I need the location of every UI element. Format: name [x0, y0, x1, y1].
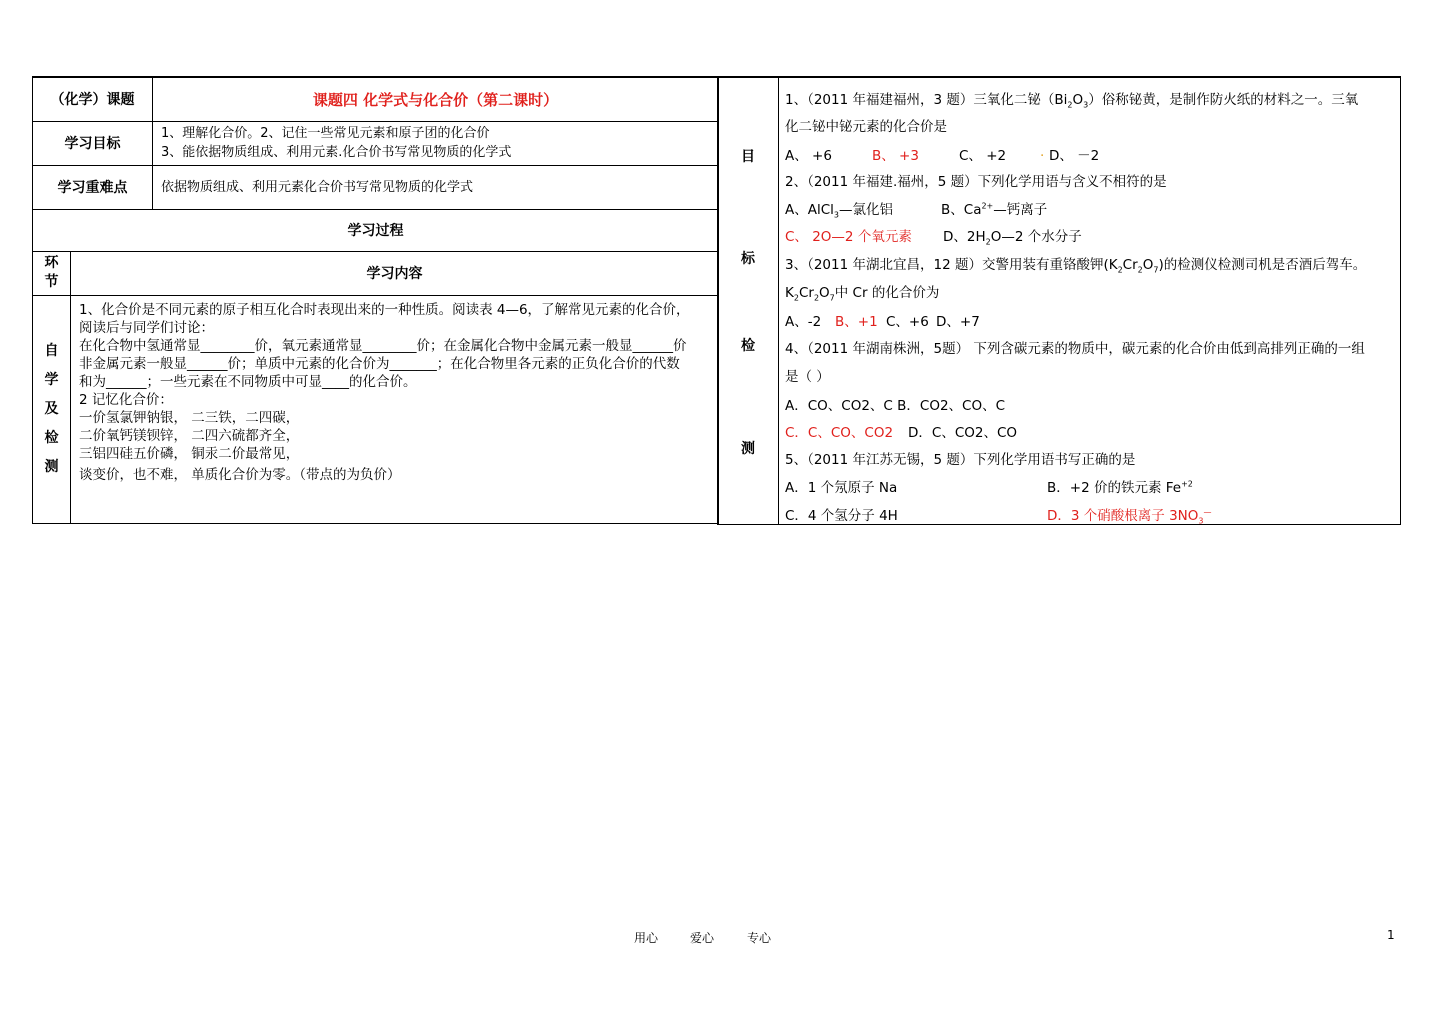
- goals-label: 学习目标: [33, 121, 153, 165]
- q2-text: A、AlCl: [785, 202, 834, 218]
- q3-text: 中 Cr 的化合价为: [834, 285, 940, 301]
- right-exercise-panel: [778, 76, 1401, 525]
- goal-line: 3、能依据物质组成、利用元素.化合价书写常见物质的化学式: [161, 145, 512, 160]
- middle-column: [717, 76, 779, 525]
- q3-text: Cr: [1122, 257, 1138, 273]
- middle-char: 目: [741, 149, 755, 165]
- q5-option-a: A．1 个氖原子 Na: [785, 480, 898, 496]
- question-1: [785, 88, 1358, 110]
- q1-sub: 3: [1083, 100, 1089, 110]
- middle-char: 标: [741, 251, 755, 267]
- q2-sub: 3: [833, 210, 839, 220]
- q3-option-d: D、+7: [936, 314, 980, 330]
- question-2: 2、（2011 年福建.福州，5 题）下列化学用语与含义不相符的是: [785, 174, 1167, 190]
- q1-option-a: A、 +6: [785, 148, 832, 164]
- goal-line: 1、理解化合价。2、记住一些常见元素和原子团的化合价: [161, 126, 490, 141]
- content-line: 非金属元素一般显______价；单质中元素的化合价为_______；在化合物里各元素的正负化合价的代数: [79, 355, 680, 372]
- content-label: 学习内容: [71, 251, 719, 295]
- section-label: [33, 295, 71, 523]
- section-char: 检: [44, 429, 59, 446]
- stage-label: [33, 251, 71, 295]
- section-char: 自: [44, 342, 59, 359]
- content-line: 三铝四硅五价磷， 铜汞二价最常见，: [79, 445, 300, 462]
- question-3-line2: [785, 281, 939, 303]
- q2-text: O—2 个水分子: [990, 229, 1082, 245]
- q3-text: K: [785, 285, 794, 301]
- q3-text: 3、（2011 年湖北宜昌，12 题）交警用装有重铬酸钾(K: [785, 257, 1118, 273]
- q3-text: O: [1142, 257, 1154, 273]
- q3-sub: 2: [813, 293, 820, 303]
- section-char: 测: [44, 458, 59, 475]
- q5-text: B．+2 价的铁元素 Fe: [1047, 480, 1182, 496]
- q1-option-b-answer: B、 +3: [872, 148, 919, 164]
- q1-sub: 2: [1067, 100, 1073, 110]
- content-line: 阅读后与同学们讨论：: [79, 319, 214, 336]
- footer-item: 用心: [634, 931, 659, 945]
- section-char: 及: [44, 400, 59, 417]
- q2-option-c-answer: C、 2O—2 个氧元素: [785, 229, 912, 245]
- q3-sub: 2: [793, 293, 799, 303]
- q2-option-b: [941, 198, 1047, 218]
- footer-item: 爱心: [690, 931, 715, 945]
- q2-option-a: [785, 198, 893, 220]
- content-line: 2 记忆化合价：: [79, 391, 173, 408]
- process-label: 学习过程: [33, 209, 719, 251]
- q2-text: —氯化铝: [839, 202, 893, 218]
- q3-text: )的检测仪检测司机是否酒后驾车。: [1158, 257, 1367, 273]
- q5-text: D．3 个硝酸根离子 3NO: [1047, 508, 1199, 524]
- question-4: 4、（2011 年湖南株洲，5题） 下列含碳元素的物质中，碳元素的化合价由低到高排列正确的一组: [785, 341, 1365, 357]
- content-line: 1、化合价是不同元素的原子相互化合时表现出来的一种性质。阅读表 4—6，了解常见元素的化合价，: [79, 301, 690, 318]
- q1-text: ）俗称铋黄，是制作防火纸的材料之一。三氧: [1088, 92, 1359, 108]
- q2-text: D、2H: [943, 229, 986, 245]
- goals-cell: [153, 121, 719, 165]
- q5-sup: +2: [1181, 479, 1193, 489]
- key-points-label: 学习重难点: [33, 165, 153, 209]
- q4-options-ab: A．CO、CO2、C B．CO2、CO、C: [785, 398, 1006, 414]
- q1-dot: .: [1040, 144, 1045, 160]
- question-3: [785, 253, 1366, 275]
- q2-text: B、Ca: [941, 202, 982, 218]
- question-4-line2: 是（ ）: [785, 369, 830, 385]
- middle-char: 测: [741, 441, 755, 457]
- middle-char: 检: [741, 338, 755, 354]
- q1-text: 1、（2011 年福建福州，3 题）三氧化二铋（Bi: [785, 92, 1068, 108]
- q3-sub: 7: [829, 293, 835, 303]
- content-cell: [71, 295, 719, 523]
- content-line: 谈变价，也不难， 单质化合价为零。（带点的为负价）: [79, 466, 401, 483]
- q5-sub: 3: [1198, 516, 1204, 526]
- q5-sup: —: [1203, 507, 1212, 517]
- q3-sub: 2: [1137, 265, 1143, 275]
- q2-text: —钙离子: [993, 202, 1048, 218]
- stage-label-char: 环: [44, 255, 59, 271]
- q3-sub: 2: [1117, 265, 1123, 275]
- q3-text: Cr: [798, 285, 814, 301]
- content-line: 在化合物中氢通常显________价，氧元素通常显________价；在金属化合物中金属元素一般显______价: [79, 337, 687, 354]
- q5-option-d-answer: [1047, 504, 1211, 526]
- subject-label: （化学）课题: [33, 77, 153, 121]
- q5-option-c: C．4 个氢分子 4H: [785, 508, 898, 524]
- section-char: 学: [44, 371, 59, 388]
- q3-sub: 7: [1153, 265, 1159, 275]
- q3-option-c: C、+6: [886, 314, 929, 330]
- q4-option-d: D．C、CO2、CO: [908, 425, 1018, 441]
- question-1-line2: 化二铋中铋元素的化合价是: [785, 119, 947, 135]
- content-line: 二价氧钙镁钡锌， 二四六硫都齐全，: [79, 427, 300, 444]
- q1-text: O: [1072, 92, 1084, 108]
- q2-sup: 2+: [981, 201, 994, 211]
- q2-sub: 2: [985, 237, 991, 247]
- q4-option-c-answer: C．C、CO、CO2: [785, 425, 894, 441]
- q2-option-d: [943, 225, 1082, 247]
- q5-option-b: [1047, 476, 1193, 496]
- q1-option-c: C、 +2: [959, 148, 1007, 164]
- lesson-title: 课题四 化学式与化合价（第二课时）: [153, 77, 719, 121]
- content-line: 和为______；一些元素在不同物质中可显____的化合价。: [79, 373, 417, 390]
- q1-option-d: D、 －2: [1049, 148, 1100, 164]
- q3-text: O: [819, 285, 830, 301]
- q3-option-a: A、-2: [785, 314, 822, 330]
- stage-label-char: 节: [44, 274, 59, 290]
- q3-option-b-answer: B、+1: [835, 314, 878, 330]
- key-points-text: 依据物质组成、利用元素化合价书写常见物质的化学式: [153, 165, 719, 209]
- page-number: 1: [1387, 928, 1395, 942]
- question-5: 5、（2011 年江苏无锡，5 题）下列化学用语书写正确的是: [785, 452, 1136, 468]
- footer-item: 专心: [747, 931, 772, 945]
- content-line: 一价氢氯钾钠银， 二三铁，二四碳，: [79, 409, 300, 426]
- left-lesson-table: [32, 76, 719, 524]
